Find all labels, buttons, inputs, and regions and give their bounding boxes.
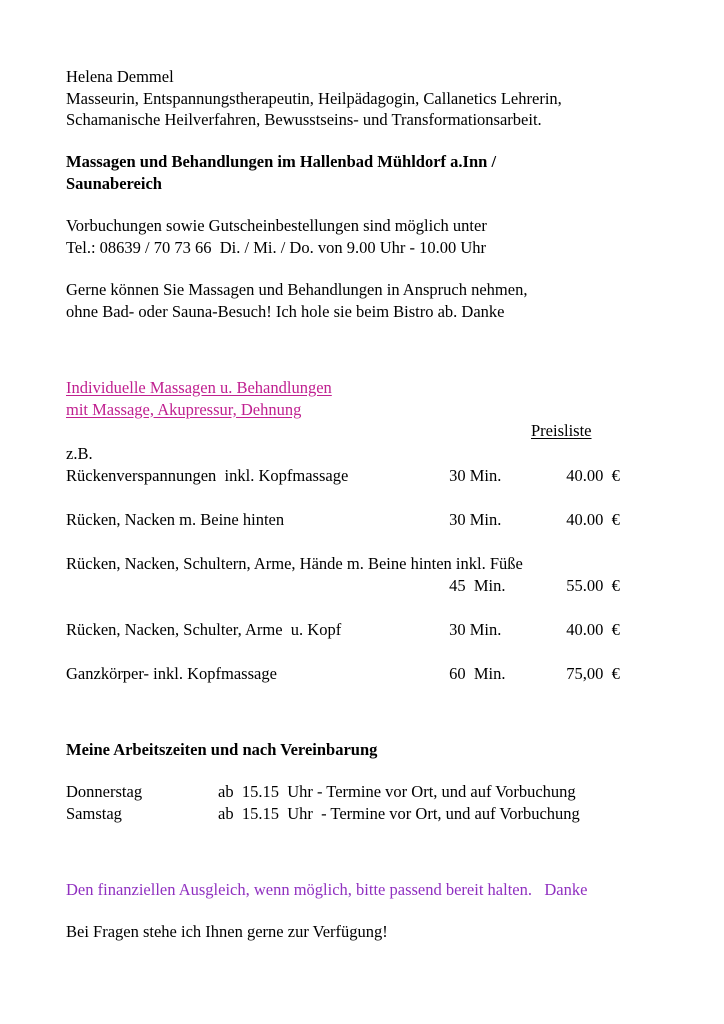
- services-heading-line-1: Individuelle Massagen u. Behandlungen: [66, 377, 332, 397]
- closing-line: Bei Fragen stehe ich Ihnen gerne zur Verfügung!: [66, 921, 388, 941]
- table-row: [66, 803, 580, 825]
- price-description: Rückenverspannungen inkl. Kopfmassage: [66, 465, 349, 485]
- services-heading: [66, 377, 662, 421]
- note-line-1: Gerne können Sie Massagen und Behandlungen in Anspruch nehmen,: [66, 279, 528, 299]
- price-description: Ganzkörper- inkl. Kopfmassage: [66, 663, 277, 683]
- price-amount: 40.00 €: [566, 509, 620, 529]
- location-line-1: Massagen und Behandlungen im Hallenbad Mühldorf a.Inn /: [66, 151, 497, 171]
- price-duration: 45 Min.: [449, 575, 506, 595]
- table-row: [66, 781, 580, 803]
- spacer: [66, 323, 662, 365]
- price-description: Rücken, Nacken, Schulter, Arme u. Kopf: [66, 619, 342, 639]
- booking-line-1: Vorbuchungen sowie Gutscheinbestellungen sind möglich unter: [66, 215, 487, 235]
- price-duration: 30 Min.: [449, 619, 502, 639]
- table-row: [66, 509, 662, 531]
- spacer: [66, 825, 662, 867]
- note-block: [66, 279, 662, 323]
- working-day: Donnerstag: [66, 781, 143, 801]
- spacer: [66, 259, 662, 279]
- practitioner-name: Helena Demmel: [66, 67, 174, 86]
- table-spacer-row: [66, 597, 662, 619]
- price-duration: 30 Min.: [449, 509, 502, 529]
- working-hours-table: [66, 781, 580, 825]
- price-table: [66, 465, 662, 685]
- booking-block: [66, 215, 662, 259]
- spacer: [66, 727, 662, 739]
- table-spacer-row: [66, 487, 662, 509]
- qualifications-line-1: Masseurin, Entspannungstherapeutin, Heilpädagogin, Callanetics Lehrerin,: [66, 88, 562, 108]
- working-time-info: ab 15.15 Uhr - Termine vor Ort, und auf Vorbuchung: [218, 803, 580, 823]
- price-description: Rücken, Nacken, Schultern, Arme, Hände m. Beine hinten inkl. Füße: [66, 553, 523, 573]
- table-row: [66, 465, 662, 487]
- price-amount: 40.00 €: [566, 619, 620, 639]
- qualifications-line-2: Schamanische Heilverfahren, Bewusstseins- und Transformationsarbeit.: [66, 110, 542, 129]
- price-amount: 40.00 €: [566, 465, 620, 485]
- working-hours-heading: Meine Arbeitszeiten und nach Vereinbarung: [66, 739, 378, 759]
- table-row: [66, 663, 662, 685]
- table-row: [66, 619, 662, 641]
- spacer: [66, 901, 662, 921]
- price-list-heading-row: [66, 421, 662, 443]
- spacer: [66, 195, 662, 215]
- price-list-prefix: z.B.: [66, 443, 93, 463]
- table-spacer-row: [66, 531, 662, 553]
- price-list-heading: Preisliste: [531, 420, 592, 440]
- location-block: [66, 151, 662, 195]
- services-heading-line-2: mit Massage, Akupressur, Dehnung: [66, 399, 302, 419]
- note-line-2: ohne Bad- oder Sauna-Besuch! Ich hole sie beim Bistro ab. Danke: [66, 301, 505, 321]
- price-amount: 55.00 €: [566, 575, 620, 595]
- working-time-info: ab 15.15 Uhr - Termine vor Ort, und auf Vorbuchung: [218, 781, 576, 801]
- price-duration: 30 Min.: [449, 465, 502, 485]
- header-block: [66, 66, 662, 131]
- table-spacer-row: [66, 641, 662, 663]
- payment-notice: Den finanziellen Ausgleich, wenn möglich, bitte passend bereit halten. Danke: [66, 879, 588, 899]
- location-line-2: Saunabereich: [66, 173, 162, 193]
- spacer: [66, 685, 662, 727]
- spacer: [66, 365, 662, 377]
- booking-line-2: Tel.: 08639 / 70 73 66 Di. / Mi. / Do. von 9.00 Uhr - 10.00 Uhr: [66, 237, 487, 257]
- table-row: [66, 553, 662, 575]
- table-row: [66, 575, 662, 597]
- spacer: [66, 867, 662, 879]
- spacer: [66, 131, 662, 151]
- price-amount: 75,00 €: [566, 663, 620, 683]
- price-duration: 60 Min.: [449, 663, 506, 683]
- working-day: Samstag: [66, 803, 122, 823]
- price-description: Rücken, Nacken m. Beine hinten: [66, 509, 285, 529]
- spacer: [66, 761, 662, 781]
- price-description-continued: [66, 575, 449, 597]
